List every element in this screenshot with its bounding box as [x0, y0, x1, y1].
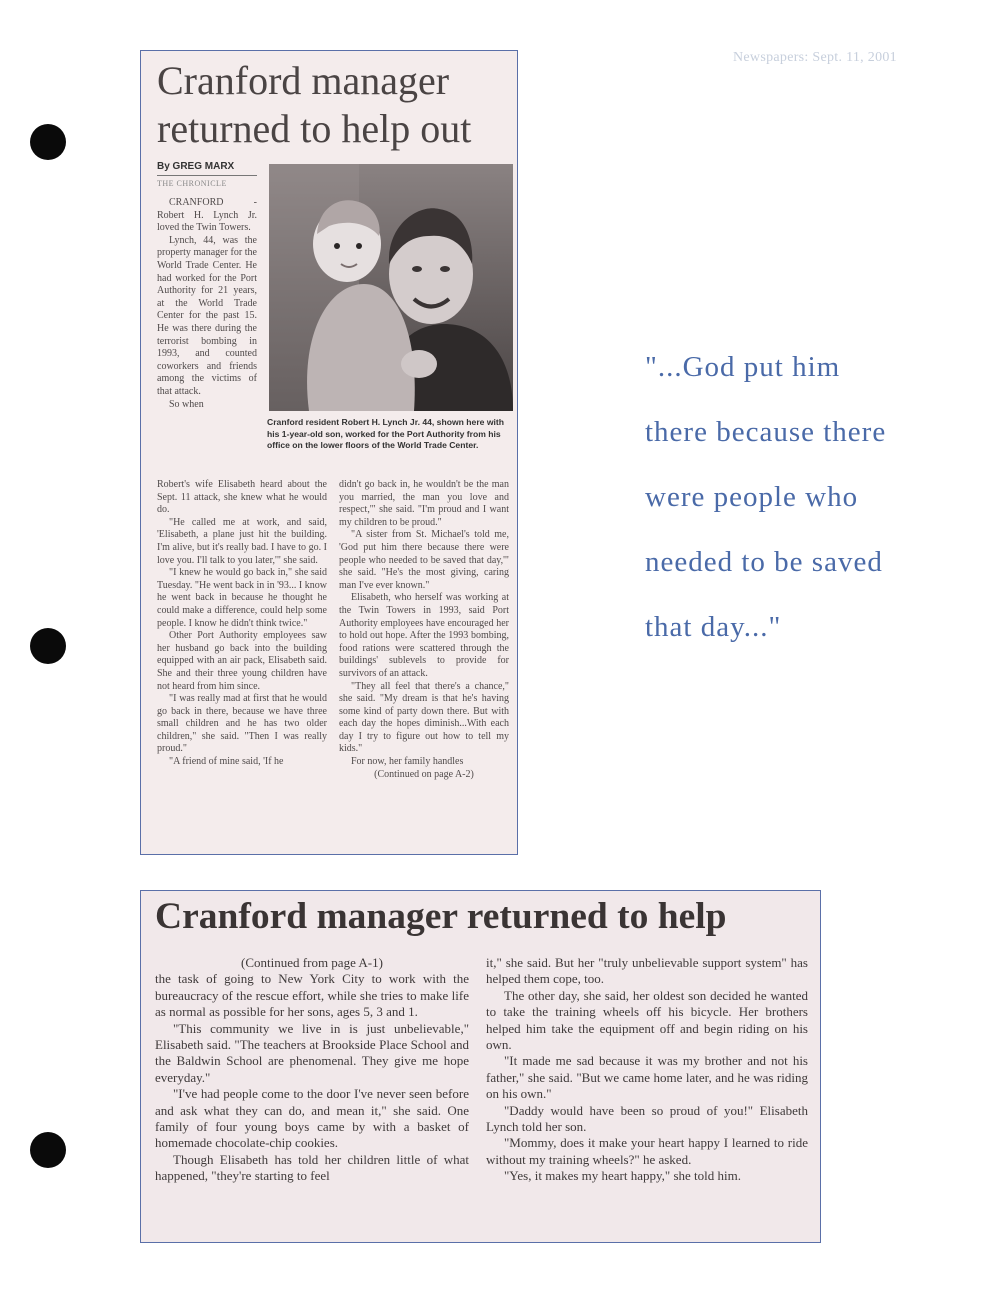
lead-paragraph: So when [169, 398, 204, 410]
binder-hole-middle [30, 628, 66, 664]
body-paragraph: Elisabeth, who herself was working at the Twin Towers in 1993, said Port Authority employees have encouraged her to hold out hope. After the 1993 bombing, food rations were scattered through the buildings' sublevels to provide for survivors of an attack. [339, 592, 509, 679]
body-paragraph: "I knew he would go back in," she said Tuesday. "He went back in in '93... I know he went back in because he thought he could make a difference, could help some people. I know he didn't think twice." [157, 567, 327, 629]
article-headline [157, 57, 507, 153]
body-paragraph: "Daddy would have been so proud of you!" Elisabeth Lynch told her son. [486, 1102, 808, 1135]
pull-quote-line: needed to be saved [645, 546, 883, 578]
body-paragraph: "They all feel that there's a chance," she said. "My dream is that he's having some kind of party down there. But with each day the hopes diminish...With each day I try to figure out how to tell my kids." [339, 680, 509, 755]
body-paragraph: For now, her family handles [351, 756, 464, 768]
headline-line-2: returned to help out [157, 106, 472, 151]
continued-notice: (Continued on page A-2) [374, 768, 474, 780]
body-paragraph: "He called me at work, and said, 'Elisabeth, a plane just hit the building. I'm alive, but it's really bad. I have to go. I love you. I'll talk to you later,'" she said. [157, 516, 327, 566]
continuation-headline: Cranford manager returned to help [155, 896, 727, 937]
body-paragraph: the task of going to New York City to work with the bureaucracy of the rescue effort, while she tries to make life as normal as possible for her sons, ages 5, 3 and 1. [155, 971, 469, 1020]
continuation-column-2 [486, 955, 808, 1185]
body-paragraph: "I've had people come to the door I've never seen before and ask what they can do, and mean it," she said. One family of four young boys came by with a basket of homemade chocolate-chip cookies. [155, 1086, 469, 1151]
lead-paragraph: Lynch, 44, was the property manager for the World Trade Center. He had worked for the Port Authority for 21 years, at the World Trade Center for the past 15. He was there during the terrorist bombing in 1993, and counted coworkers and friends among the victims of that attack. [157, 234, 257, 397]
body-paragraph: Though Elisabeth has told her children little of what happened, "they're starting to feel [155, 1151, 469, 1184]
body-paragraph: Other Port Authority employees saw her husband go back into the building equipped with an air pack, Elisabeth said. She and their three young children have not heard from him since. [157, 630, 327, 692]
binder-hole-top [30, 124, 66, 160]
continued-from-notice: (Continued from page A-1) [241, 955, 383, 970]
continuation-column-1 [155, 955, 469, 1185]
news-photo [269, 164, 513, 411]
binder-hole-bottom [30, 1132, 66, 1168]
pull-quote-line: "...God put him [645, 351, 841, 383]
body-paragraph: "This community we live in is just unbelievable," Elisabeth said. "The teachers at Brookside Place School and the Baldwin School are phenomenal. They give me hope everyday." [155, 1020, 469, 1085]
photo-father-and-son-image [269, 164, 513, 411]
article-column-2 [339, 479, 509, 781]
pull-quote-line: were people who [645, 481, 859, 513]
pull-quote-line: that day..." [645, 611, 782, 643]
body-paragraph: "A friend of mine said, 'If he [169, 756, 284, 768]
photo-caption: Cranford resident Robert H. Lynch Jr. 44, shown here with his 1-year-old son, worked for the Port Authority from his office on the lower floors of the World Trade Center. [267, 417, 505, 450]
body-paragraph: it," she said. But her "truly unbelievable support system" has helped them cope, too. [486, 955, 808, 987]
headline-line-1: Cranford manager [157, 58, 450, 103]
outlet-name: THE CHRONICLE [157, 179, 227, 188]
article-clipping-bottom [140, 890, 821, 1243]
lead-paragraph: CRANFORD - Robert H. Lynch Jr. loved the Twin Towers. [157, 197, 257, 234]
lead-column [157, 197, 257, 411]
pull-quote-line: there because there [645, 416, 887, 448]
body-paragraph: The other day, she said, her oldest son decided he wanted to take the training wheels off his bicycle. Her brothers helped him take the equipment off and begin riding on his own. [486, 987, 808, 1053]
article-clipping-top [140, 50, 518, 855]
byline-divider [157, 175, 257, 176]
pull-quote [645, 335, 945, 660]
body-paragraph: didn't go back in, he wouldn't be the man you married, the man you love and respect,'" she said. "I'm proud and I want my children to be proud." [339, 479, 509, 528]
byline: By GREG MARX [157, 161, 235, 172]
article-column-1 [157, 479, 327, 769]
body-paragraph: "It made me sad because it was my brother and not his father," she said. "But we came home later, and he was riding on his own." [486, 1053, 808, 1102]
page-header-label: Newspapers: Sept. 11, 2001 [733, 50, 897, 65]
body-paragraph: Robert's wife Elisabeth heard about the Sept. 11 attack, she knew what he would do. [157, 479, 327, 516]
body-paragraph: "Yes, it makes my heart happy," she told him. [504, 1168, 742, 1184]
body-paragraph: "I was really mad at first that he would go back in there, because we have three small children and he has two older children," she said. "Then I was really proud." [157, 693, 327, 755]
body-paragraph: "Mommy, does it make your heart happy I learned to ride without my training wheels?" he asked. [486, 1135, 808, 1167]
body-paragraph: "A sister from St. Michael's told me, 'God put him there because there were people who needed to be saved that day,'" she said. "He's the most giving, caring man I've ever known." [339, 529, 509, 591]
